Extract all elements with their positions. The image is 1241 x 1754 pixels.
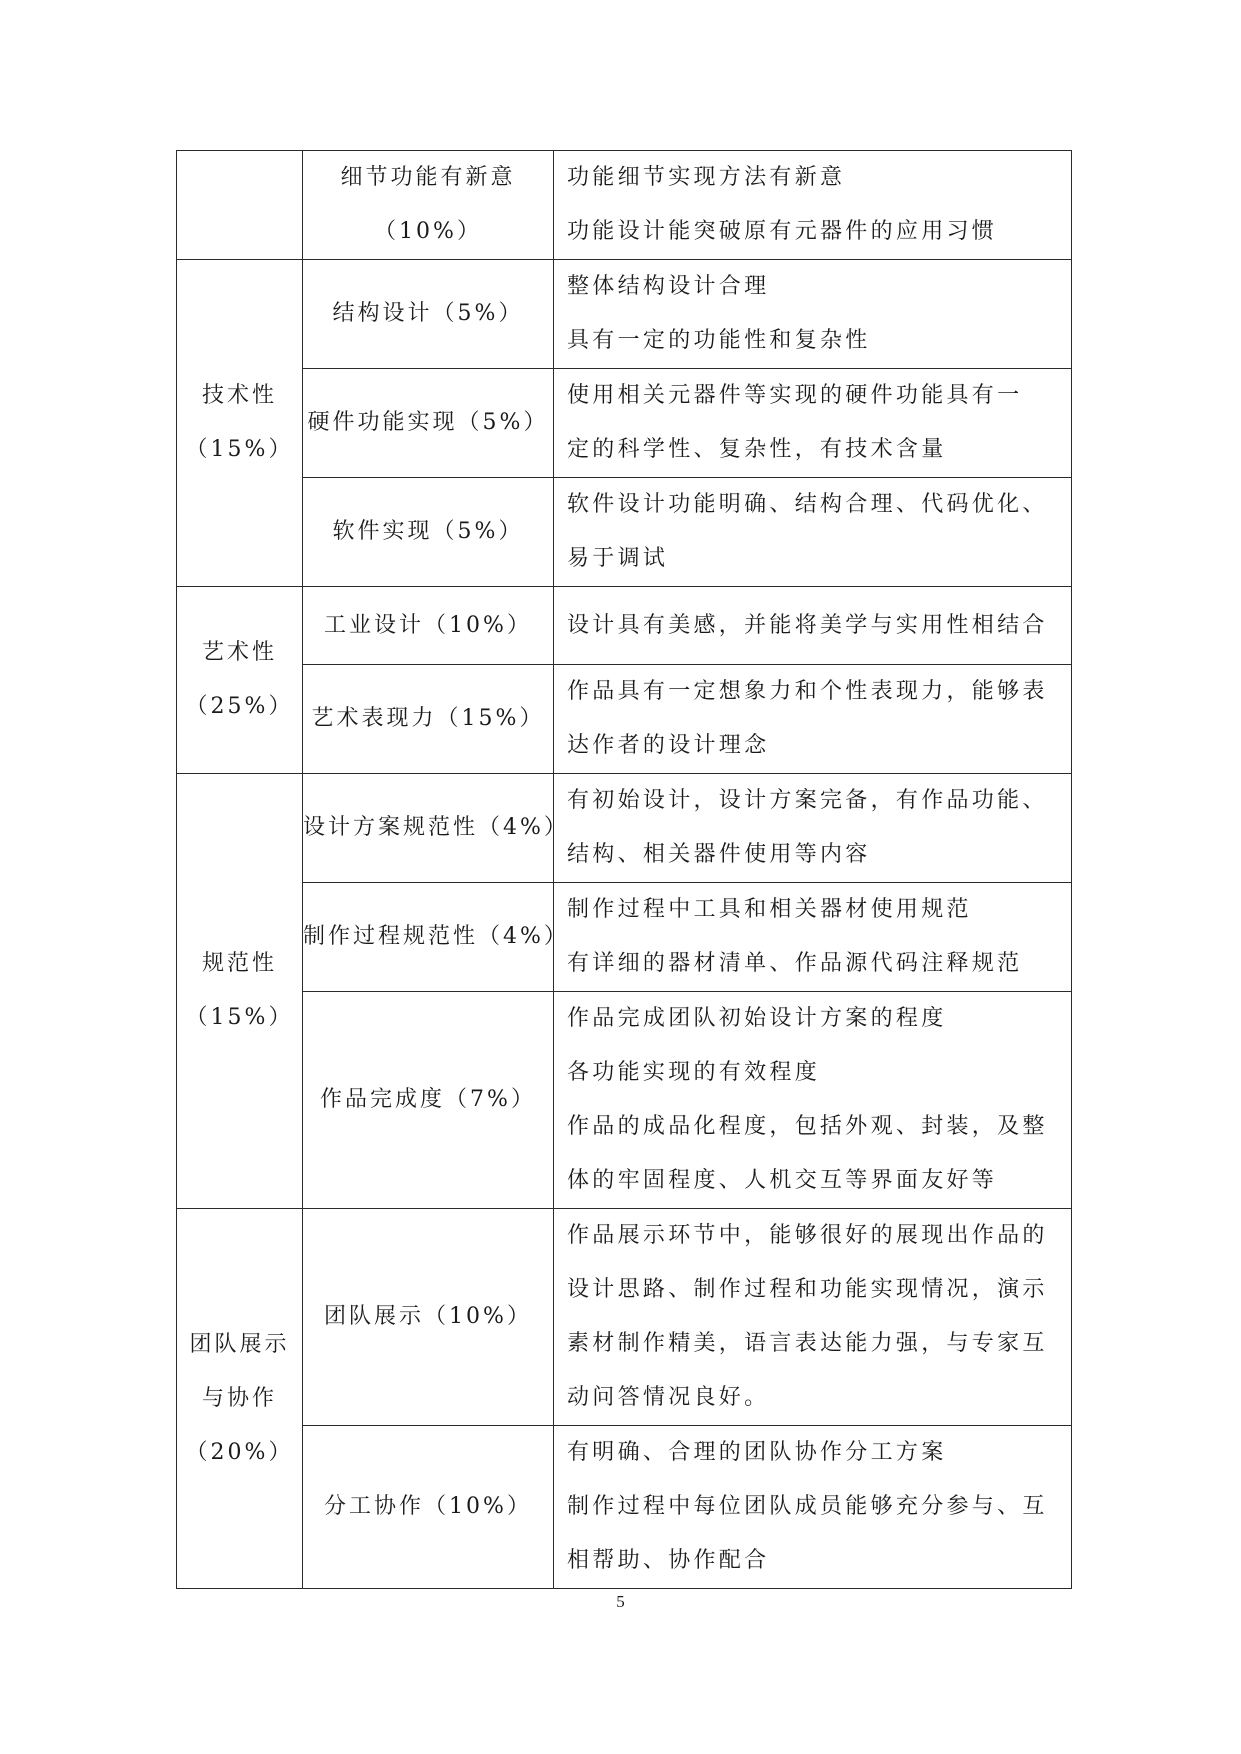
category-weight: （25%）	[185, 694, 294, 719]
description-cell	[554, 665, 1072, 774]
table-row	[177, 883, 1072, 992]
criterion-cell	[303, 478, 554, 587]
description-cell	[554, 369, 1072, 478]
description-line: 作品的成品化程度，包括外观、封装，及整	[567, 1114, 1048, 1139]
table-row	[177, 260, 1072, 369]
criterion-weight: （10%）	[374, 219, 482, 244]
criterion-cell	[303, 883, 569, 992]
category-name: 规范性	[201, 951, 277, 976]
table-row	[177, 774, 1072, 883]
criterion-label: 团队展示（10%）	[324, 1304, 532, 1329]
description-line: 达作者的设计理念	[567, 733, 770, 758]
description-line: 设计具有美感，并能将美学与实用性相结合	[567, 612, 1048, 638]
description-cell	[554, 992, 1072, 1209]
description-line: 有明确、合理的团队协作分工方案	[567, 1440, 947, 1465]
description-line: 功能细节实现方法有新意	[567, 165, 846, 190]
description-line: 整体结构设计合理	[567, 274, 770, 299]
criterion-cell	[303, 1426, 554, 1589]
criterion-cell	[303, 260, 554, 369]
category-weight: （20%）	[185, 1439, 294, 1465]
description-line: 体的牢固程度、人机交互等界面友好等	[567, 1168, 998, 1193]
category-cell-team	[177, 1209, 303, 1589]
scoring-rubric-table	[176, 150, 1072, 1589]
description-line: 相帮助、协作配合	[567, 1548, 770, 1573]
description-cell	[554, 1426, 1072, 1589]
criterion-label: 结构设计（5%）	[332, 301, 524, 326]
description-line: 制作过程中每位团队成员能够充分参与、互	[567, 1494, 1048, 1519]
table-row	[177, 1209, 1072, 1426]
criterion-cell	[303, 151, 554, 260]
table-row	[177, 478, 1072, 587]
table-row	[177, 151, 1072, 260]
criterion-cell	[303, 665, 554, 774]
description-cell	[554, 151, 1072, 260]
description-line: 作品展示环节中，能够很好的展现出作品的	[567, 1223, 1048, 1248]
category-name: 艺术性	[201, 640, 277, 665]
category-cell-empty	[177, 151, 303, 260]
description-cell	[554, 587, 1072, 665]
table-row	[177, 992, 1072, 1209]
criterion-cell	[303, 774, 569, 883]
table-row	[177, 587, 1072, 665]
category-name: 技术性	[201, 383, 277, 408]
category-name-cont: 与协作	[201, 1385, 277, 1411]
criterion-label: 设计方案规范性（4%）	[303, 815, 569, 840]
table-row	[177, 1426, 1072, 1589]
description-line: 设计思路、制作过程和功能实现情况，演示	[567, 1277, 1048, 1302]
description-line: 具有一定的功能性和复杂性	[567, 328, 871, 353]
table-row	[177, 369, 1072, 478]
description-line: 软件设计功能明确、结构合理、代码优化、	[567, 492, 1048, 517]
criterion-label: 作品完成度（7%）	[320, 1087, 536, 1112]
description-line: 各功能实现的有效程度	[567, 1060, 821, 1085]
criterion-cell	[303, 1209, 554, 1426]
description-cell	[554, 478, 1072, 587]
category-cell-artistic	[177, 587, 303, 774]
table-row	[177, 665, 1072, 774]
description-line: 有初始设计，设计方案完备，有作品功能、	[567, 788, 1048, 813]
category-weight: （15%）	[185, 1005, 294, 1030]
page-number: 5	[616, 1592, 625, 1611]
criterion-cell	[303, 587, 554, 665]
criterion-label: 硬件功能实现（5%）	[307, 410, 549, 435]
criterion-label: 分工协作（10%）	[324, 1494, 532, 1519]
criterion-cell	[303, 369, 554, 478]
description-cell	[554, 883, 1072, 992]
description-line: 素材制作精美，语言表达能力强，与专家互	[567, 1331, 1048, 1356]
description-line: 作品具有一定想象力和个性表现力，能够表	[567, 679, 1048, 704]
description-line: 功能设计能突破原有元器件的应用习惯	[567, 219, 998, 244]
description-cell	[554, 260, 1072, 369]
category-name: 团队展示	[189, 1331, 290, 1357]
criterion-label: 艺术表现力（15%）	[311, 706, 545, 731]
criterion-label: 细节功能有新意	[340, 165, 516, 190]
criterion-label: 工业设计（10%）	[324, 612, 532, 638]
description-cell	[554, 774, 1072, 883]
description-line: 使用相关元器件等实现的硬件功能具有一	[567, 383, 1023, 408]
category-cell-technical	[177, 260, 303, 587]
criterion-label: 制作过程规范性（4%）	[303, 924, 569, 949]
description-cell	[554, 1209, 1072, 1426]
criterion-label: 软件实现（5%）	[332, 519, 524, 544]
description-line: 有详细的器材清单、作品源代码注释规范	[567, 951, 1023, 976]
description-line: 易于调试	[567, 546, 669, 571]
description-line: 定的科学性、复杂性，有技术含量	[567, 437, 947, 462]
category-weight: （15%）	[185, 437, 294, 462]
description-line: 动问答情况良好。	[567, 1385, 770, 1410]
category-cell-normative	[177, 774, 303, 1209]
description-line: 制作过程中工具和相关器材使用规范	[567, 897, 972, 922]
description-line: 作品完成团队初始设计方案的程度	[567, 1006, 947, 1031]
criterion-cell	[303, 992, 554, 1209]
description-line: 结构、相关器件使用等内容	[567, 842, 871, 867]
